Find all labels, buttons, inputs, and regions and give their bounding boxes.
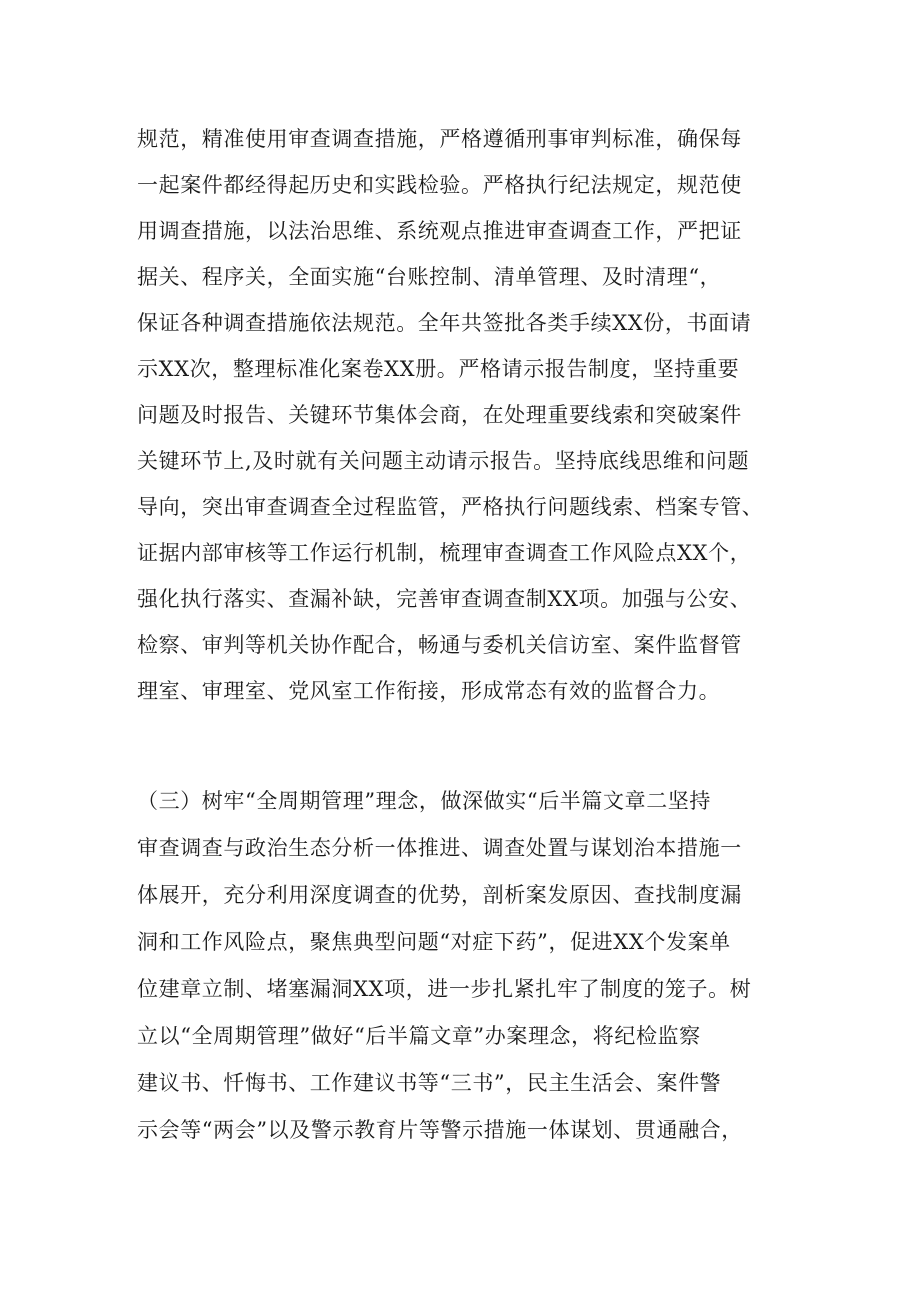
paragraph-1-line: 证据内部审核等工作运行机制，梳理审查调查工作风险点XX个， (137, 541, 752, 565)
paragraph-2-line: 洞和工作风险点，聚焦典型问题“对症下药”，促进XX个发案单 (137, 930, 731, 954)
paragraph-1-line: 导向，突出审查调查全过程监管，严格执行问题线索、档案专管、 (137, 495, 764, 519)
paragraph-1-line: 规范，精准使用审查调查措施，严格遵循刑事审判标准，确保每 (137, 127, 742, 151)
paragraph-1-line: 关键环节上,及时就有关问题主动请示报告。坚持底线思维和问题 (137, 449, 750, 473)
paragraph-1-line: 据关、程序关，全面实施“台账控制、清单管理、及时清理“， (137, 265, 722, 289)
paragraph-2-line: 体展开，充分利用深度调查的优势，剖析案发原因、查找制度漏 (137, 883, 742, 907)
paragraph-1-line: 问题及时报告、关键环节集体会商，在处理重要线索和突破案件 (137, 403, 742, 427)
paragraph-1-line: 强化执行落实、查漏补缺，完善审查调查制XX项。加强与公安、 (137, 587, 752, 611)
paragraph-2-line: 立以“全周期管理”做好“后半篇文章”办案理念，将纪检监察 (137, 1024, 701, 1048)
paragraph-2-line: （三）树牢“全周期管理”理念，做深做实“后半篇文章二坚持 (137, 789, 712, 813)
paragraph-1-line: 保证各种调查措施依法规范。全年共签批各类手续XX份，书面请 (137, 311, 752, 335)
paragraph-1-line: 一起案件都经得起历史和实践检验。严格执行纪法规定，规范使 (137, 173, 742, 197)
paragraph-2-line: 示会等“两会”以及警示教育片等警示措施一体谋划、贯通融合， (137, 1118, 743, 1142)
paragraph-1-line: 用调查措施，以法治思维、系统观点推进审查调查工作，严把证 (137, 219, 742, 243)
paragraph-1-line: 检察、审判等机关协作配合，畅通与委机关信访室、案件监督管 (137, 633, 742, 657)
paragraph-1-line: 示XX次，整理标准化案卷XX册。严格请示报告制度，坚持重要 (137, 357, 740, 381)
paragraph-2-line: 建议书、忏悔书、工作建议书等“三书”，民主生活会、案件警 (137, 1071, 722, 1095)
paragraph-1-line: 理室、审理室、党风室工作衔接，形成常态有效的监督合力。 (137, 679, 721, 703)
paragraph-2-line: 审查调查与政治生态分析一体推进、调查处置与谋划治本措施一 (137, 836, 742, 860)
paragraph-2-line: 位建章立制、堵塞漏洞XX项，进一步扎紧扎牢了制度的笼子。树 (137, 977, 752, 1001)
